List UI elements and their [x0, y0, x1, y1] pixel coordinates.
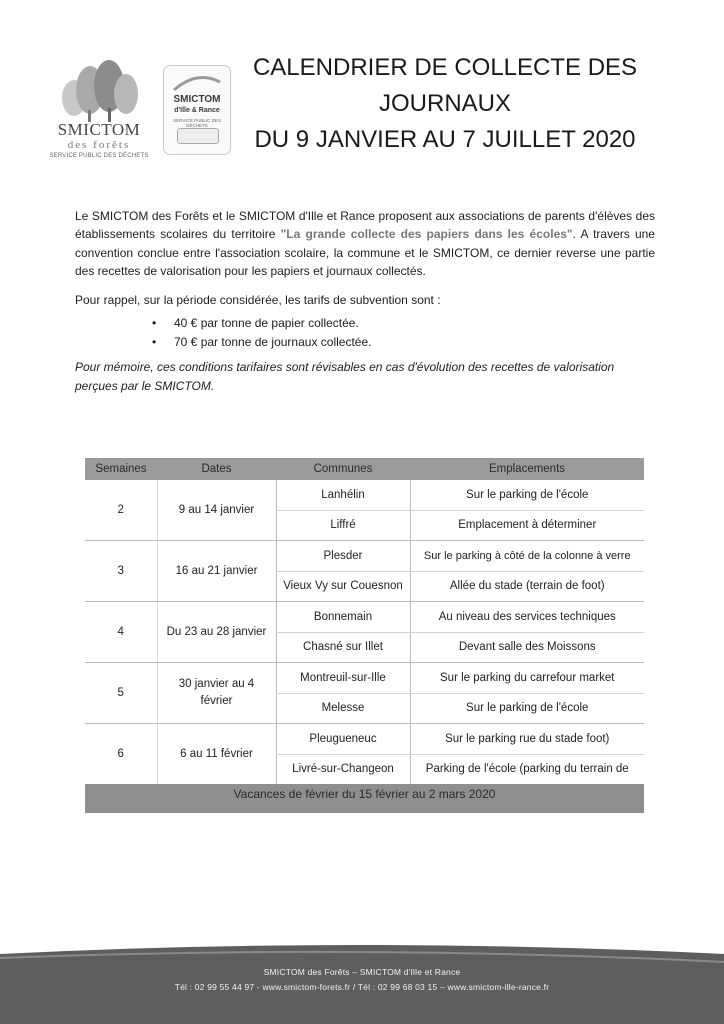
footer-line-2: Tél : 02 99 55 44 97 - www.smictom-forets.fr / Tél : 02 99 68 03 15 – www.smictom-ille-rance.fr: [174, 982, 550, 992]
title-line-3: DU 9 JANVIER AU 7 JUILLET 2020: [254, 126, 636, 153]
commune-cell: Vieux Vy sur Couesnon: [276, 571, 410, 602]
location-cell: Sur le parking de l'école: [410, 480, 644, 510]
commune-cell: Montreuil-sur-Ille: [276, 663, 410, 694]
dates-cell: 16 au 21 janvier: [157, 541, 276, 602]
logo-smictom-forets: [40, 60, 158, 165]
holiday-row: [85, 784, 644, 813]
commune-cell: Lanhélin: [276, 480, 410, 510]
footer: [0, 940, 724, 1024]
tariff-list: [148, 314, 371, 351]
holiday-cell: Vacances de février du 15 février au 2 mars 2020: [85, 784, 644, 813]
location-cell: Emplacement à déterminer: [410, 510, 644, 541]
intro-paragraph: [75, 207, 655, 281]
commune-cell: Plesder: [276, 541, 410, 572]
location-cell: Sur le parking rue du stade foot): [410, 724, 644, 755]
header-locations: Emplacements: [410, 458, 644, 480]
table-row: [85, 480, 644, 510]
commune-cell: Pleugueneuc: [276, 724, 410, 755]
logo-tagline: SERVICE PUBLIC DES DÉCHETS: [49, 153, 149, 159]
commune-cell: Bonnemain: [276, 602, 410, 633]
location-cell: Devant salle des Moissons: [410, 632, 644, 663]
commune-cell: Melesse: [276, 693, 410, 724]
week-cell: 3: [85, 541, 157, 602]
location-cell: Sur le parking de l'école: [410, 693, 644, 724]
header-communes: Communes: [276, 458, 410, 480]
commune-cell: Liffré: [276, 510, 410, 541]
logo-smictom-ille-rance: [163, 65, 231, 155]
footer-line-1: SMICTOM des Forêts – SMICTOM d'Ille et Rance: [263, 967, 461, 977]
arc-icon: [172, 72, 222, 92]
dates-cell: 6 au 11 février: [157, 724, 276, 785]
header-dates: Dates: [157, 458, 276, 480]
intro-text-2: . A travers une convention conclue entre l'association scolaire, la commune et le SMICTOM, ce dernier reverse une partie des recettes de valorisation pour les papiers et journaux collectés.: [75, 227, 655, 279]
intro-highlight: "La grande collecte des papiers dans les écoles": [280, 227, 573, 242]
tariff-item: • 40 € par tonne de papier collectée.: [148, 314, 371, 333]
commune-cell: Livré-sur-Changeon: [276, 754, 410, 784]
table-row: [85, 602, 644, 633]
tariff-item: • 70 € par tonne de journaux collectée.: [148, 333, 371, 352]
location-cell: Au niveau des services techniques: [410, 602, 644, 633]
table-row: [85, 541, 644, 572]
week-cell: 4: [85, 602, 157, 663]
commune-cell: Chasné sur Illet: [276, 632, 410, 663]
table-row: [85, 663, 644, 694]
location-cell: Sur le parking à côté de la colonne à verre: [410, 541, 644, 572]
logo-name: SMICTOM: [57, 120, 141, 139]
table-row: [85, 724, 644, 755]
location-cell: Parking de l'école (parking du terrain de: [425, 763, 629, 776]
dates-cell: 30 janvier au 4 février: [157, 663, 276, 724]
location-cell: Allée du stade (terrain de foot): [410, 571, 644, 602]
title-line-1: CALENDRIER DE COLLECTE DES: [252, 54, 638, 81]
dates-cell: Du 23 au 28 janvier: [157, 602, 276, 663]
dates-cell: 9 au 14 janvier: [157, 480, 276, 541]
logo-name: SMICTOM: [173, 94, 221, 105]
collection-calendar-table: [85, 458, 644, 813]
logo-tagline: SERVICE PUBLIC DES DÉCHETS: [173, 118, 221, 128]
logo-subtitle: d'Ille & Rance: [174, 107, 220, 114]
location-cell: Sur le parking du carrefour market: [410, 663, 644, 694]
bin-icon: [177, 128, 219, 144]
logo-subtitle: des forêts: [67, 139, 131, 151]
page-title: [245, 50, 645, 158]
trees-icon: [54, 60, 144, 122]
table-header-row: [85, 458, 644, 480]
title-line-2: JOURNAUX: [378, 90, 511, 117]
week-cell: 6: [117, 748, 124, 760]
tariff-reminder: Pour rappel, sur la période considérée, les tarifs de subvention sont :: [75, 293, 441, 307]
week-cell: 2: [85, 480, 157, 541]
intro-text-1: Le SMICTOM des Forêts et le SMICTOM d'Ille et Rance proposent aux associations de parents d'élèves des établissements scolaires du territoire: [75, 209, 655, 242]
header-weeks: Semaines: [85, 458, 157, 480]
memo-note: Pour mémoire, ces conditions tarifaires sont révisables en cas d'évolution des recettes de valorisation perçues par le SMICTOM.: [75, 360, 615, 393]
week-cell: 5: [85, 663, 157, 724]
